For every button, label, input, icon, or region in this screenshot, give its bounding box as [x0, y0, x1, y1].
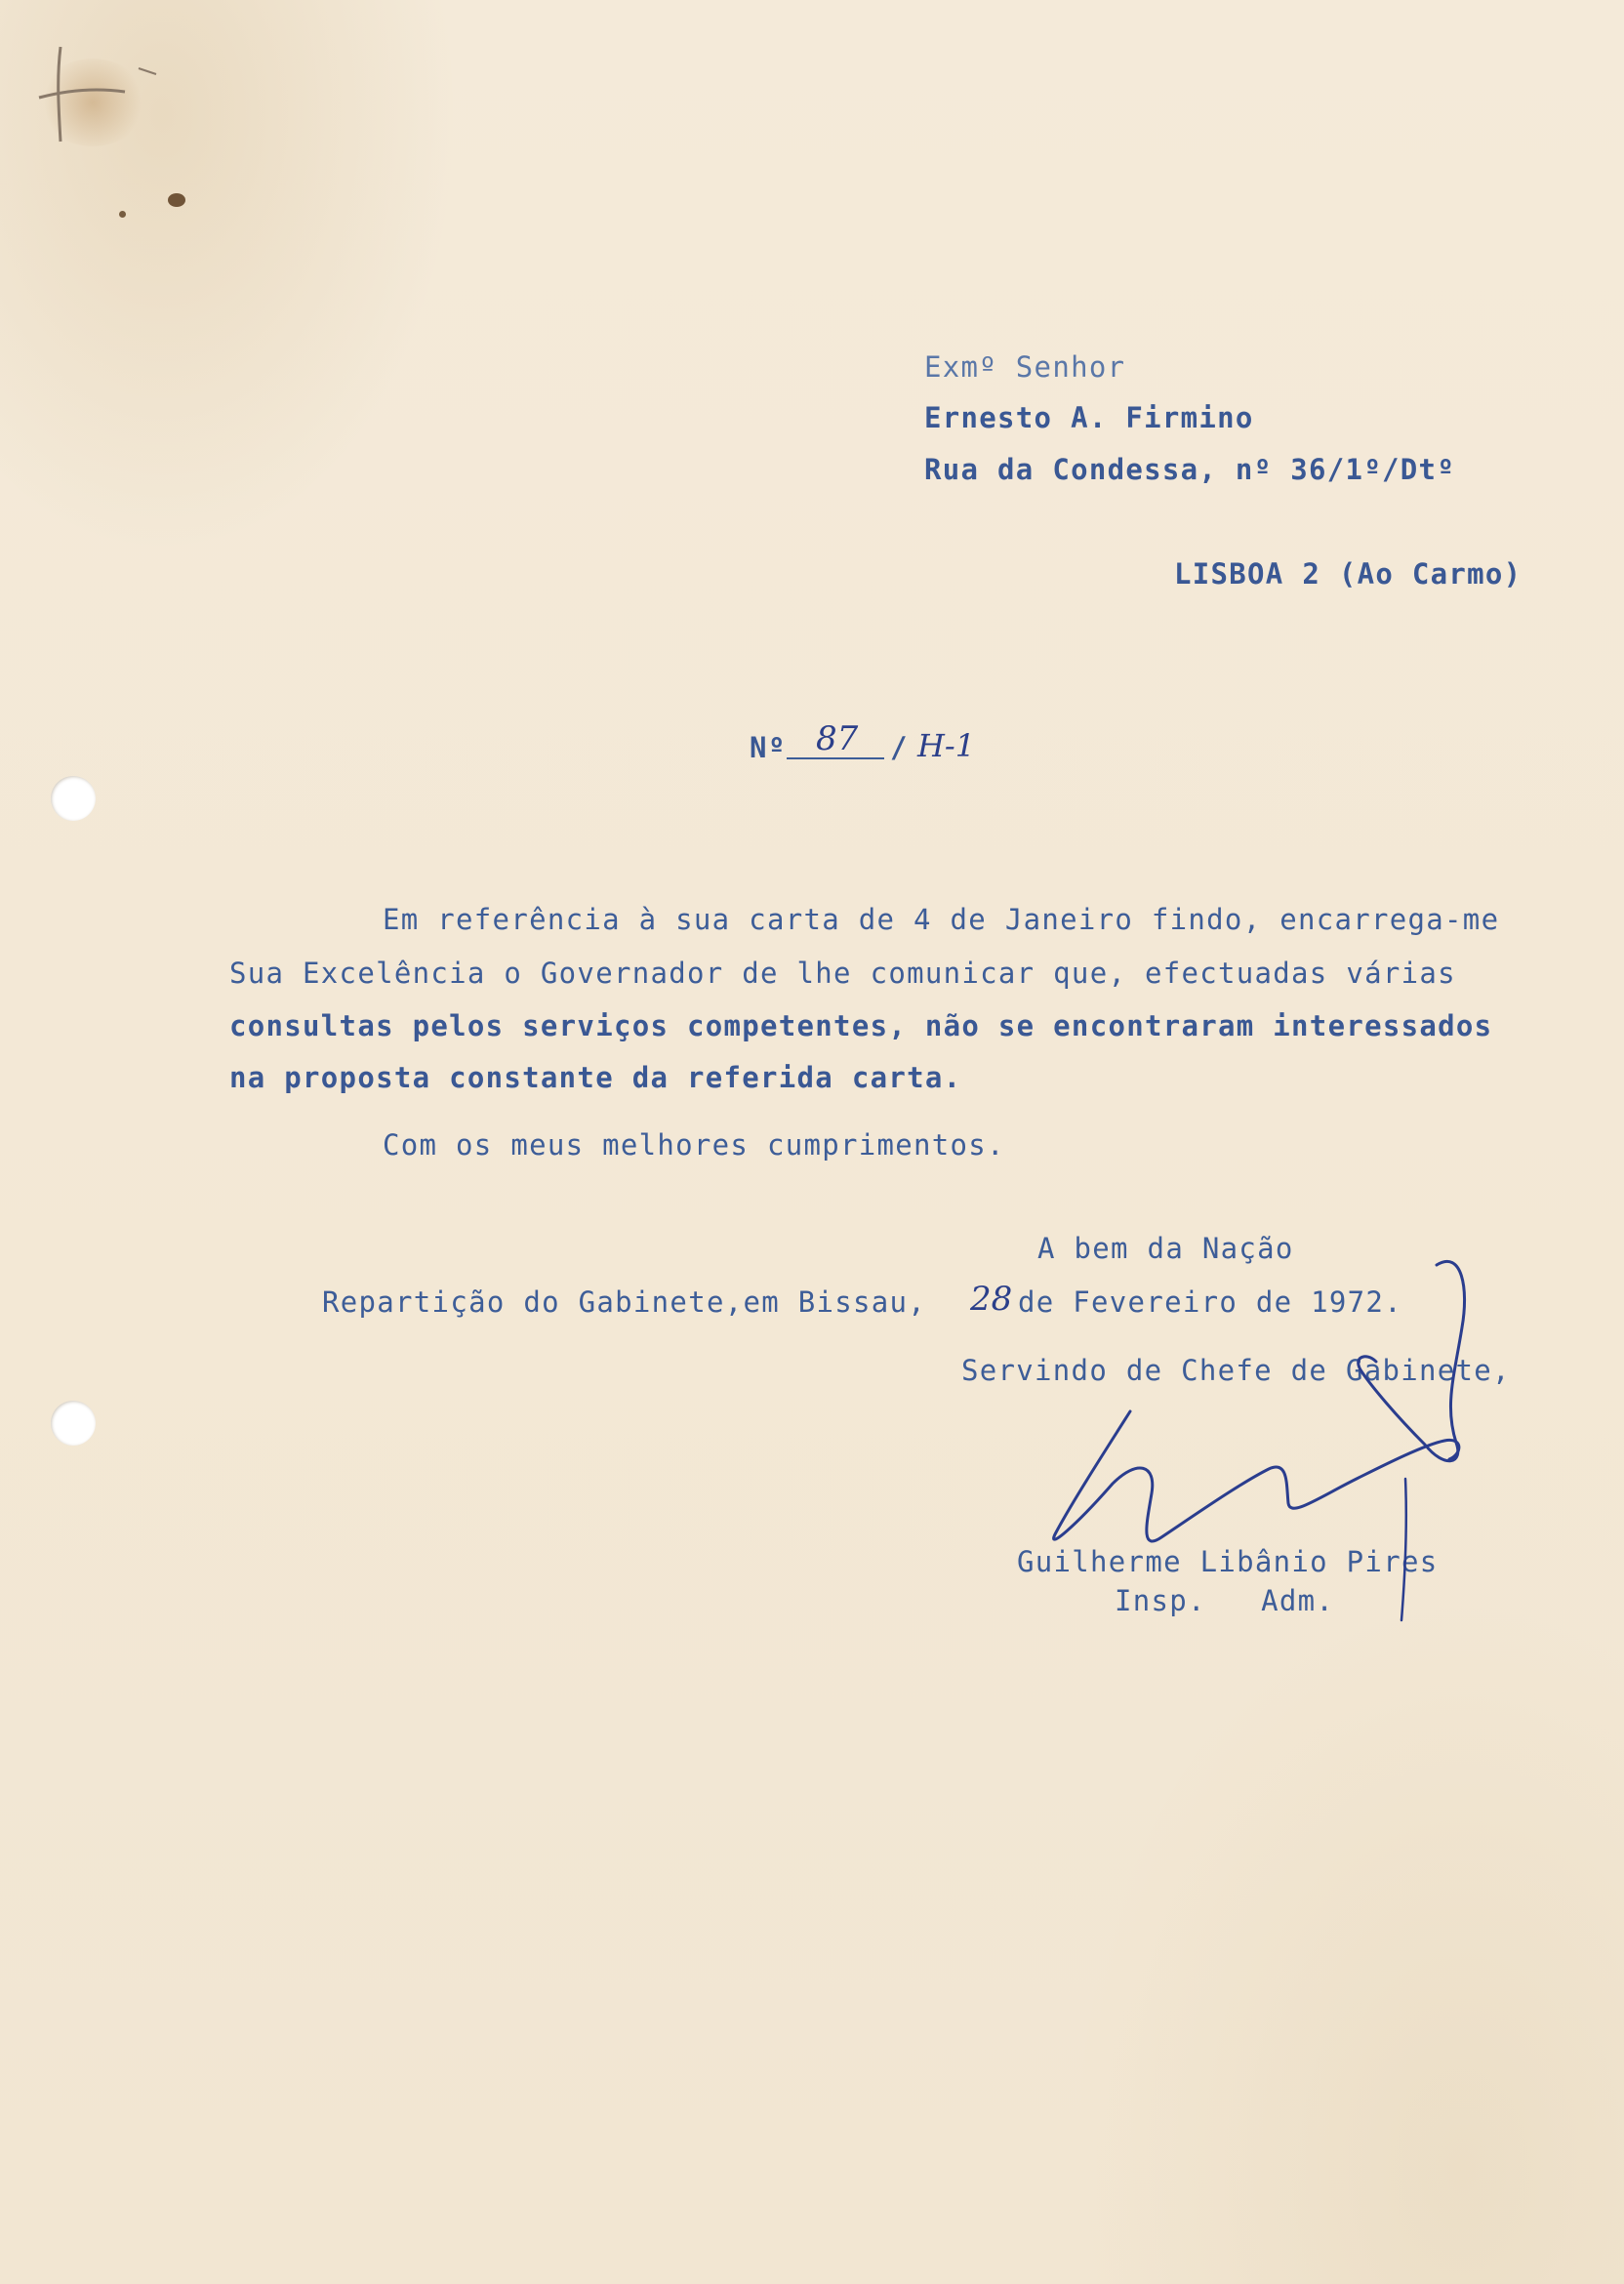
body-line-2: Sua Excelência o Governador de lhe comunicar que, efectuadas várias	[229, 957, 1456, 990]
dateline-before: Repartição do Gabinete,em Bissau,	[322, 1285, 927, 1319]
address-salutation: Exmº Senhor	[924, 350, 1126, 384]
address-street: Rua da Condessa, nº 36/1º/Dtº	[924, 453, 1456, 486]
body-closing: Com os meus melhores cumprimentos.	[383, 1128, 1005, 1162]
valediction: A bem da Nação	[1037, 1232, 1294, 1265]
signatory-title: Insp. Adm.	[1115, 1584, 1335, 1617]
address-name: Ernesto A. Firmino	[924, 401, 1254, 434]
dateline-day: 28	[970, 1280, 1013, 1319]
body-line-1: Em referência à sua carta de 4 de Janeiro findo, encarrega-me	[383, 903, 1500, 936]
reference-suffix: H-1	[917, 727, 976, 764]
address-city: LISBOA 2 (Ao Carmo)	[1174, 557, 1522, 591]
reference-prefix: Nº	[750, 731, 787, 764]
body-line-4: na proposta constante da referida carta.	[229, 1061, 962, 1094]
dateline-after: de Fevereiro de 1972.	[1018, 1285, 1402, 1319]
reference-number: 87	[816, 719, 859, 758]
reference-separator: /	[890, 731, 909, 764]
signatory-role: Servindo de Chefe de Gabinete,	[961, 1354, 1511, 1387]
body-line-3: consultas pelos serviços competentes, não se encontraram interessados	[229, 1009, 1493, 1042]
signatory-name: Guilherme Libânio Pires	[1017, 1545, 1439, 1578]
